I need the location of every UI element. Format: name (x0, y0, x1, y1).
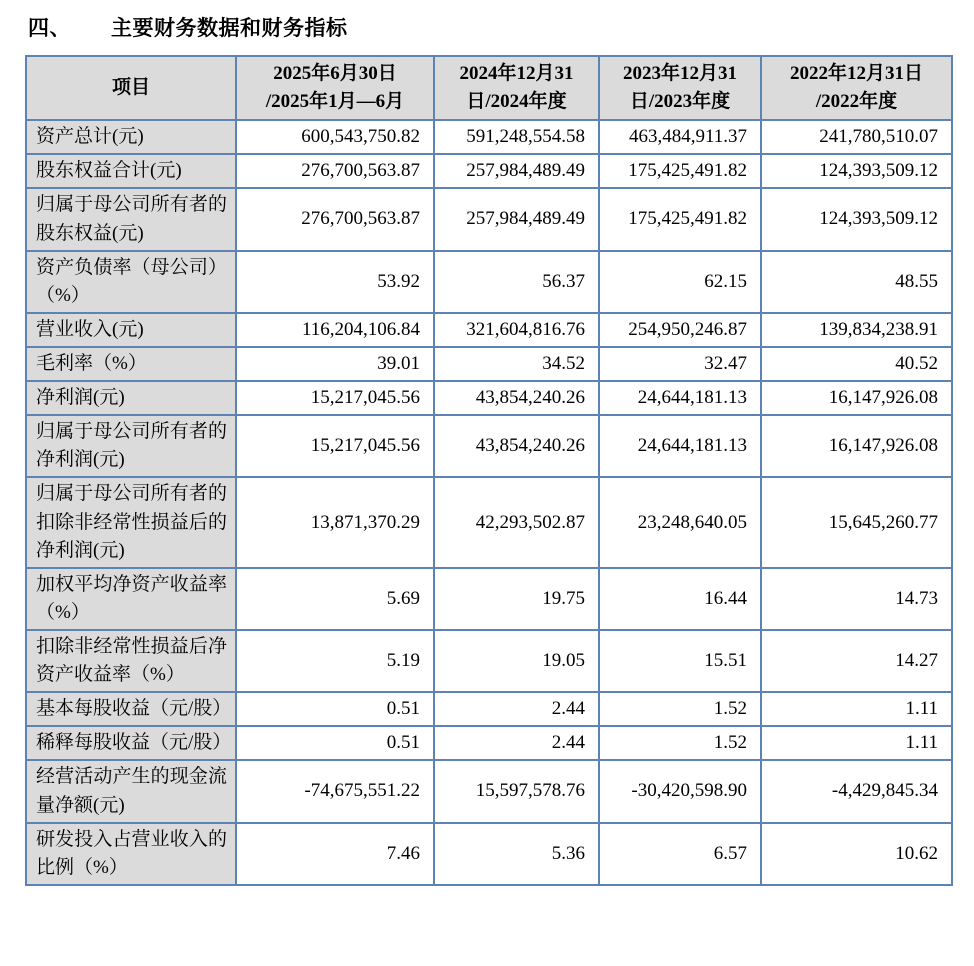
table-row (26, 347, 952, 381)
cell-value: 1.52 (599, 692, 761, 726)
column-header-2025 (236, 56, 434, 120)
cell-value: -4,429,845.34 (761, 760, 952, 822)
cell-value: 43,854,240.26 (434, 381, 599, 415)
cell-value: 175,425,491.82 (599, 188, 761, 250)
table-row (26, 568, 952, 630)
row-label: 扣除非经常性损益后净资产收益率（%） (26, 630, 236, 692)
cell-value: 2.44 (434, 726, 599, 760)
cell-value: 2.44 (434, 692, 599, 726)
financial-table (25, 55, 953, 886)
cell-value: 5.69 (236, 568, 434, 630)
row-label: 归属于母公司所有者的股东权益(元) (26, 188, 236, 250)
table-row (26, 477, 952, 567)
row-label: 资产总计(元) (26, 120, 236, 154)
column-header-2024 (434, 56, 599, 120)
cell-value: 6.57 (599, 823, 761, 885)
cell-value: 321,604,816.76 (434, 313, 599, 347)
column-header-line: 2025年6月30日 (273, 63, 397, 84)
cell-value: 0.51 (236, 726, 434, 760)
cell-value: 0.51 (236, 692, 434, 726)
cell-value: 34.52 (434, 347, 599, 381)
cell-value: 13,871,370.29 (236, 477, 434, 567)
cell-value: 7.46 (236, 823, 434, 885)
cell-value: 257,984,489.49 (434, 188, 599, 250)
cell-value: 16,147,926.08 (761, 415, 952, 477)
cell-value: 116,204,106.84 (236, 313, 434, 347)
cell-value: 175,425,491.82 (599, 154, 761, 188)
cell-value: 40.52 (761, 347, 952, 381)
table-row (26, 726, 952, 760)
cell-value: 5.19 (236, 630, 434, 692)
row-label: 经营活动产生的现金流量净额(元) (26, 760, 236, 822)
cell-value: 19.05 (434, 630, 599, 692)
cell-value: 24,644,181.13 (599, 381, 761, 415)
cell-value: 56.37 (434, 251, 599, 313)
cell-value: 139,834,238.91 (761, 313, 952, 347)
cell-value: 48.55 (761, 251, 952, 313)
cell-value: 124,393,509.12 (761, 154, 952, 188)
row-label: 净利润(元) (26, 381, 236, 415)
column-header-line: 日/2024年度 (466, 91, 567, 113)
cell-value: 276,700,563.87 (236, 154, 434, 188)
cell-value: 591,248,554.58 (434, 120, 599, 154)
row-label: 加权平均净资产收益率（%） (26, 568, 236, 630)
table-row (26, 823, 952, 885)
column-header-line: 日/2023年度 (629, 91, 731, 113)
table-row (26, 381, 952, 415)
table-row (26, 251, 952, 313)
row-label: 归属于母公司所有者的净利润(元) (26, 415, 236, 477)
cell-value: 15,217,045.56 (236, 415, 434, 477)
cell-value: 42,293,502.87 (434, 477, 599, 567)
cell-value: 15,645,260.77 (761, 477, 952, 567)
cell-value: 53.92 (236, 251, 434, 313)
cell-value: -30,420,598.90 (599, 760, 761, 822)
column-header-2023 (599, 56, 761, 120)
column-header-line: 2024年12月31 (459, 63, 574, 84)
row-label: 稀释每股收益（元/股） (26, 726, 236, 760)
column-header-line: 2022年12月31日 (789, 63, 923, 84)
cell-value: 32.47 (599, 347, 761, 381)
cell-value: 600,543,750.82 (236, 120, 434, 154)
cell-value: 16.44 (599, 568, 761, 630)
cell-value: 124,393,509.12 (761, 188, 952, 250)
section-title (28, 12, 974, 42)
cell-value: 276,700,563.87 (236, 188, 434, 250)
cell-value: 463,484,911.37 (599, 120, 761, 154)
cell-value: 39.01 (236, 347, 434, 381)
cell-value: 15,597,578.76 (434, 760, 599, 822)
cell-value: 19.75 (434, 568, 599, 630)
section-heading: 主要财务数据和财务指标 (111, 16, 348, 40)
cell-value: 43,854,240.26 (434, 415, 599, 477)
column-header-line: /2025年1月—6月 (265, 91, 405, 113)
cell-value: 23,248,640.05 (599, 477, 761, 567)
cell-value: 16,147,926.08 (761, 381, 952, 415)
row-label: 营业收入(元) (26, 313, 236, 347)
column-header-line: /2022年度 (815, 91, 898, 113)
table-row (26, 630, 952, 692)
cell-value: 15.51 (599, 630, 761, 692)
table-row (26, 313, 952, 347)
cell-value: 14.73 (761, 568, 952, 630)
header-row (26, 56, 952, 120)
table-row (26, 188, 952, 250)
cell-value: 24,644,181.13 (599, 415, 761, 477)
table-row (26, 415, 952, 477)
cell-value: 1.11 (761, 692, 952, 726)
row-label: 研发投入占营业收入的比例（%） (26, 823, 236, 885)
cell-value: 1.52 (599, 726, 761, 760)
cell-value: 257,984,489.49 (434, 154, 599, 188)
row-label: 股东权益合计(元) (26, 154, 236, 188)
cell-value: 10.62 (761, 823, 952, 885)
cell-value: -74,675,551.22 (236, 760, 434, 822)
column-header-item: 项目 (26, 56, 236, 120)
row-label: 毛利率（%） (26, 347, 236, 381)
cell-value: 62.15 (599, 251, 761, 313)
row-label: 资产负债率（母公司）（%） (26, 251, 236, 313)
table-row (26, 760, 952, 822)
cell-value: 254,950,246.87 (599, 313, 761, 347)
cell-value: 5.36 (434, 823, 599, 885)
column-header-2022 (761, 56, 952, 120)
cell-value: 241,780,510.07 (761, 120, 952, 154)
row-label: 归属于母公司所有者的扣除非经常性损益后的净利润(元) (26, 477, 236, 567)
row-label: 基本每股收益（元/股） (26, 692, 236, 726)
table-row (26, 120, 952, 154)
table-row (26, 692, 952, 726)
cell-value: 1.11 (761, 726, 952, 760)
section-number: 四、 (28, 16, 71, 40)
cell-value: 14.27 (761, 630, 952, 692)
column-header-line: 2023年12月31 (622, 63, 737, 84)
table-row (26, 154, 952, 188)
cell-value: 15,217,045.56 (236, 381, 434, 415)
